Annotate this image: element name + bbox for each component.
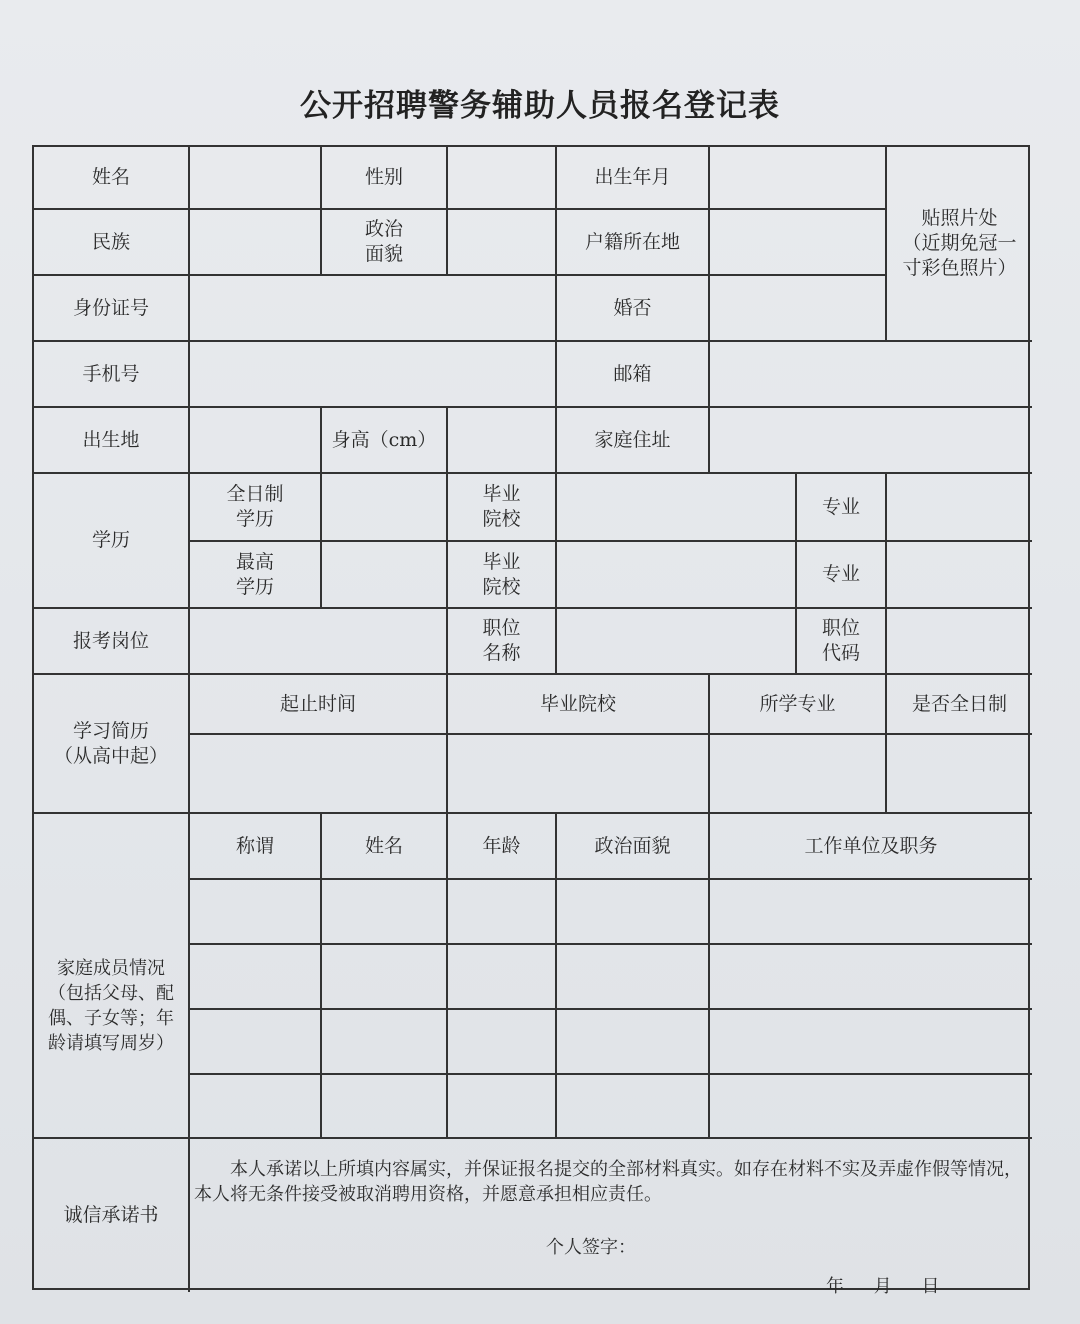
- family-cell: [322, 1075, 448, 1139]
- label-text: 院校: [482, 575, 521, 598]
- family-cell: [557, 945, 710, 1010]
- field-school: [557, 474, 797, 542]
- family-cell: [710, 1010, 1032, 1075]
- family-cell: [322, 1010, 448, 1075]
- family-cell: [190, 1010, 322, 1075]
- field-fulltime-edu: [322, 474, 448, 542]
- label-political: [322, 210, 448, 276]
- family-cell: [322, 880, 448, 945]
- label-name: 姓名: [34, 147, 190, 210]
- field-major: [710, 735, 887, 814]
- pledge-text: 本人承诺以上所填内容属实，并保证报名提交的全部材料真实。如存在材料不实及弄虚作假等情况，本人将无条件接受被取消聘用资格，并愿意承担相应责任。: [194, 1159, 1022, 1205]
- label-position-name: [448, 609, 557, 675]
- label-id-number: 身份证号: [34, 276, 190, 342]
- field-birthplace: [190, 408, 322, 474]
- label-text: 全日制: [226, 483, 284, 505]
- label-resume: [34, 675, 190, 814]
- field-id-number: [190, 276, 557, 342]
- label-height: 身高（cm）: [322, 408, 448, 474]
- family-cell: [557, 1075, 710, 1139]
- label-text: 龄请填写周岁）: [48, 1032, 174, 1054]
- registration-form: [32, 145, 1030, 1297]
- header-fulltime: 是否全日制: [887, 675, 1032, 735]
- label-fulltime-edu: [190, 474, 322, 542]
- label-birthplace: 出生地: [34, 408, 190, 474]
- family-cell: [710, 945, 1032, 1010]
- family-cell: [710, 880, 1032, 945]
- label-marital: 婚否: [557, 276, 710, 342]
- family-cell: [322, 945, 448, 1010]
- photo-note: （近期免冠一: [902, 232, 1017, 254]
- family-cell: [557, 1010, 710, 1075]
- family-cell: [448, 880, 557, 945]
- field-birth-month: [710, 147, 887, 210]
- field-name: [190, 147, 322, 210]
- label-pledge: 诚信承诺书: [34, 1139, 190, 1292]
- label-ethnicity: 民族: [34, 210, 190, 276]
- label-text: 代码: [821, 642, 860, 664]
- label-school: [448, 474, 557, 542]
- family-cell: [710, 1075, 1032, 1139]
- label-text: 院校: [482, 508, 521, 530]
- field-position-code: [887, 609, 1032, 675]
- field-school: [448, 735, 710, 814]
- field-height: [448, 408, 557, 474]
- label-text: （从高中起）: [53, 744, 168, 767]
- header-period: 起止时间: [190, 675, 448, 735]
- label-education: 学历: [34, 474, 190, 609]
- label-email: 邮箱: [557, 342, 710, 408]
- field-position-name: [557, 609, 797, 675]
- family-cell: [190, 1075, 322, 1139]
- family-cell: [448, 1010, 557, 1075]
- label-text: 学习简历: [72, 719, 149, 742]
- field-position: [190, 609, 448, 675]
- label-major: 专业: [797, 542, 887, 609]
- label-text: 名称: [482, 642, 521, 664]
- header-workplace: 工作单位及职务: [710, 814, 1032, 880]
- label-text: 职位: [482, 617, 521, 639]
- label-phone: 手机号: [34, 342, 190, 408]
- label-text: 偶、子女等；年: [48, 1007, 174, 1029]
- photo-label: 贴照片处: [921, 207, 998, 229]
- header-school: 毕业院校: [448, 675, 710, 735]
- field-address: [710, 408, 1032, 474]
- field-major: [887, 474, 1032, 542]
- family-cell: [448, 1075, 557, 1139]
- family-cell: [557, 880, 710, 945]
- label-school: [448, 542, 557, 609]
- label-position-code: [797, 609, 887, 675]
- family-cell: [190, 880, 322, 945]
- label-position: 报考岗位: [34, 609, 190, 675]
- field-major: [887, 542, 1032, 609]
- label-highest-edu: [190, 542, 322, 609]
- label-hukou: 户籍所在地: [557, 210, 710, 276]
- label-address: 家庭住址: [557, 408, 710, 474]
- label-text: 学历: [235, 575, 274, 598]
- field-hukou: [710, 210, 887, 276]
- label-text: （包括父母、配: [48, 982, 174, 1004]
- field-phone: [190, 342, 557, 408]
- field-fulltime: [887, 735, 1032, 814]
- signature-label: 个人签字：: [546, 1237, 636, 1258]
- label-major: 专业: [797, 474, 887, 542]
- header-age: 年龄: [448, 814, 557, 880]
- family-cell: [448, 945, 557, 1010]
- field-political: [448, 210, 557, 276]
- label-birth-month: 出生年月: [557, 147, 710, 210]
- form-title: 公开招聘警务辅助人员报名登记表: [300, 88, 780, 124]
- header-relation: 称谓: [190, 814, 322, 880]
- field-highest-edu: [322, 542, 448, 609]
- label-family: [34, 814, 190, 1139]
- label-text: 毕业: [482, 550, 521, 573]
- label-text: 家庭成员情况: [57, 957, 165, 979]
- photo-note: 寸彩色照片）: [902, 257, 1017, 279]
- field-period: [190, 735, 448, 814]
- photo-area: [887, 147, 1032, 342]
- label-text: 毕业: [482, 483, 521, 505]
- field-gender: [448, 147, 557, 210]
- field-ethnicity: [190, 210, 322, 276]
- label-text: 学历: [235, 508, 274, 530]
- label-text: 最高: [235, 550, 274, 573]
- date-label: 年 月 日: [826, 1276, 940, 1297]
- field-marital: [710, 276, 887, 342]
- family-cell: [190, 945, 322, 1010]
- field-email: [710, 342, 1032, 408]
- header-political: 政治面貌: [557, 814, 710, 880]
- label-text: 面貌: [364, 243, 403, 265]
- label-gender: 性别: [322, 147, 448, 210]
- pledge-content: [190, 1139, 1032, 1297]
- header-name: 姓名: [322, 814, 448, 880]
- header-major: 所学专业: [710, 675, 887, 735]
- label-text: 职位: [821, 617, 860, 639]
- label-text: 政治: [364, 218, 403, 240]
- field-school: [557, 542, 797, 609]
